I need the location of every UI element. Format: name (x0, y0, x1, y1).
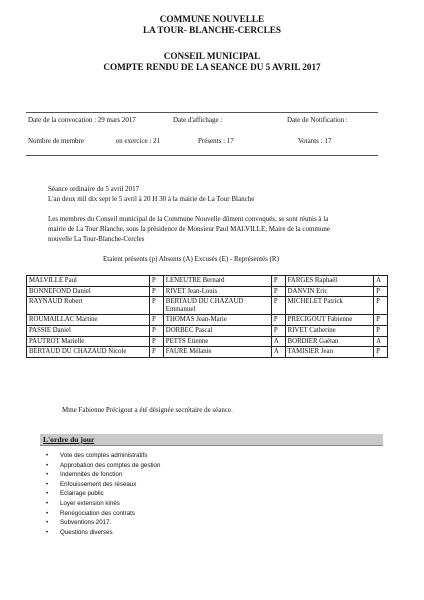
agenda-item (44, 499, 160, 509)
agenda-item-label: Vote des comptes administratifs (60, 452, 148, 459)
table-row (27, 297, 388, 315)
agenda-list (44, 451, 160, 537)
attendance-status: P (271, 276, 285, 287)
attendance-status: P (374, 286, 388, 297)
member-name: PASSIE Daniel (27, 325, 150, 336)
attendance-status: P (271, 286, 285, 297)
attendance-status: A (374, 336, 388, 347)
session-datetime: L'an deux mil dix sept le 5 avril à 20 H 30 à la mairie de La Tour Blanche (48, 195, 255, 203)
bullet-icon: • (46, 509, 49, 517)
attendance-status: P (150, 325, 164, 336)
member-name: PETTS Etienne (163, 336, 271, 347)
attendance-status: P (271, 325, 285, 336)
table-row (27, 276, 388, 287)
member-name: BERTAUD DU CHAZAUD Emmanuel (163, 297, 271, 315)
bullet-icon: • (46, 480, 49, 488)
member-name: RIVET Catherine (285, 325, 374, 336)
attendance-status: P (374, 347, 388, 358)
secretary-note: Mme Fabienne Précigout a été désignée secrétaire de séance. (62, 406, 233, 414)
member-name: PAUTROT Marielle (27, 336, 150, 347)
member-name: PRECIGOUT Fabienne (285, 315, 374, 326)
member-name: DORBEC Pascal (163, 325, 271, 336)
attendance-status: A (271, 347, 285, 358)
attendance-status: P (150, 315, 164, 326)
bullet-icon: • (46, 519, 49, 527)
attendance-table (26, 275, 388, 358)
bullet-icon: • (46, 452, 49, 459)
attendance-status: A (271, 336, 285, 347)
agenda-item (44, 461, 160, 471)
council-title: CONSEIL MUNICIPAL (163, 51, 261, 61)
intro-paragraph-line1: Les membres du Conseil municipal de la Commune Nouvelle dûment convoqués, se sont réunis à la (48, 215, 329, 223)
agenda-item (44, 528, 160, 538)
attendance-status: P (374, 297, 388, 315)
attendance-status: P (271, 315, 285, 326)
table-row (27, 336, 388, 347)
divider-top (26, 112, 378, 113)
intro-paragraph-line3: nouvelle La Tour-Blanche-Cercles (48, 235, 145, 243)
attendance-status: P (374, 315, 388, 326)
members-in-office: en exercice : 21 (116, 137, 161, 145)
agenda-item-label: Renégociation des contrats (60, 509, 135, 517)
convocation-date: Date de la convocation : 29 mars 2017 (28, 116, 136, 124)
bullet-icon: • (46, 461, 49, 469)
member-name: TAMISIER Jean (285, 347, 374, 358)
member-name: DANVIN Eric (285, 286, 374, 297)
agenda-item-label: Indemnités de fonction (60, 471, 123, 479)
attendance-status: P (150, 336, 164, 347)
attendance-status: P (150, 286, 164, 297)
agenda-item-label: Subventions 2017. (60, 519, 112, 527)
session-type: Séance ordinaire du 5 avril 2017 (48, 185, 140, 193)
member-count-label: Nombre de membre (28, 137, 84, 145)
table-row (27, 347, 388, 358)
member-name: THOMAS Jean-Marie (163, 315, 271, 326)
bullet-icon: • (46, 528, 49, 536)
report-title: COMPTE RENDU DE LA SEANCE DU 5 AVRIL 2017 (103, 62, 321, 72)
agenda-title: L'ordre du jour (43, 435, 95, 444)
agenda-item (44, 480, 160, 490)
table-row (27, 325, 388, 336)
member-name: RAYNAUD Robert (27, 297, 150, 315)
member-name: ROUMAILLAC Martine (27, 315, 150, 326)
attendance-status: P (374, 325, 388, 336)
attendance-status: P (150, 347, 164, 358)
agenda-item-label: Enfouissement des réseaux (60, 480, 137, 488)
attendance-status: A (374, 276, 388, 287)
attendance-status: P (150, 297, 164, 315)
member-name: BORDIER Gaëtan (285, 336, 374, 347)
agenda-item (44, 489, 160, 499)
commune-subname: LA TOUR- BLANCHE-CERCLES (142, 25, 281, 35)
notification-date: Date de Notification : (287, 116, 348, 124)
member-name: FAURE Mélanie (163, 347, 271, 358)
voter-count: Votants : 17 (298, 137, 332, 145)
agenda-item (44, 470, 160, 480)
member-name: LENEUTRE Bernard (163, 276, 271, 287)
commune-name: COMMUNE NOUVELLE (159, 14, 265, 24)
attendance-legend: Etaient présents (p) Absents (A) Excusés (E) - Représentés (R) (103, 255, 279, 263)
table-row (27, 286, 388, 297)
present-count: Présents : 17 (198, 137, 234, 145)
intro-paragraph-line2: mairie de La Tour Blanche, sous la présidence de Monsieur Paul MALVILLE, Maire de la commune (48, 225, 330, 233)
agenda-item (44, 451, 160, 461)
attendance-status: P (271, 297, 285, 315)
bullet-icon: • (46, 471, 49, 479)
table-row (27, 315, 388, 326)
agenda-item (44, 509, 160, 519)
agenda-item-label: Questions diverses (60, 528, 113, 536)
agenda-item-label: Approbation des comptes de gestion (60, 461, 161, 469)
member-name: BERTAUD DU CHAZAUD Nicole (27, 347, 150, 358)
attendance-status: P (150, 276, 164, 287)
agenda-item-label: Eclairage public (60, 490, 104, 498)
affichage-date: Date d'affichage : (173, 116, 223, 124)
member-name: MICHELET Patrick (285, 297, 374, 315)
agenda-item-label: Loyer extension kinés (60, 499, 120, 507)
member-name: RIVET Jean-Louis (163, 286, 271, 297)
bullet-icon: • (46, 499, 49, 507)
member-name: BONNEFOND Daniel (27, 286, 150, 297)
member-name: FARGES Raphaël (285, 276, 374, 287)
agenda-item (44, 518, 160, 528)
divider-bottom (26, 155, 378, 156)
member-name: MALVILLE Paul (27, 276, 150, 287)
bullet-icon: • (46, 490, 49, 498)
